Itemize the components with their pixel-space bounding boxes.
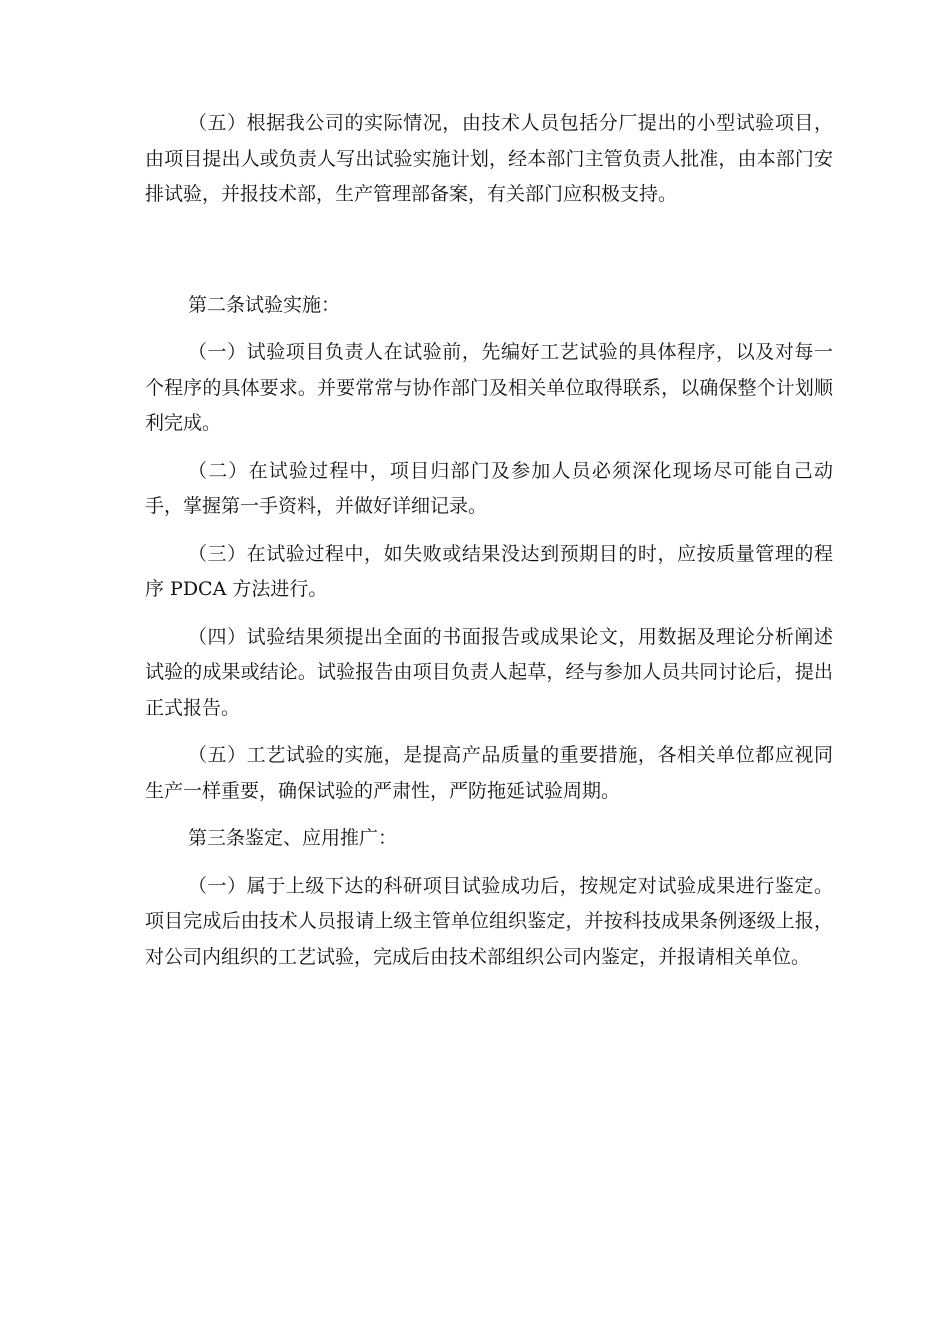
- article-2-heading: 第二条试验实施：: [188, 293, 341, 316]
- paragraph-appraisal: （一）属于上级下达的科研项目试验成功后，按规定对试验成果进行鉴定。项目完成后由技术人员报请上级主管单位组织鉴定，并按科技成果条例逐级上报，对公司内组织的工艺试验，完成后由技术部组织公司内鉴定，并报请相关单位。: [145, 874, 833, 968]
- paragraph-small-trial-projects: （五）根据我公司的实际情况，由技术人员包括分厂提出的小型试验项目，由项目提出人或负责人写出试验实施计划，经本部门主管负责人批准，由本部门安排试验，并报技术部，生产管理部备案，有关部门应积极支持。: [145, 112, 833, 205]
- paragraph-trial-procedure: （一）试验项目负责人在试验前，先编好工艺试验的具体程序，以及对每一个程序的具体要求。并要常常与协作部门及相关单位取得联系，以确保整个计划顺利完成。: [145, 341, 833, 434]
- paragraph-pdca-method: （三）在试验过程中，如失败或结果没达到预期目的时，应按质量管理的程序 PDCA 方法进行。: [145, 542, 833, 600]
- paragraph-onsite-records: （二）在试验过程中，项目归部门及参加人员必须深化现场尽可能自己动手，掌握第一手资料，并做好详细记录。: [145, 459, 833, 517]
- document-body: [145, 106, 833, 987]
- paragraph-trial-importance: （五）工艺试验的实施，是提高产品质量的重要措施，各相关单位都应视同生产一样重要，确保试验的严肃性，严防拖延试验周期。: [145, 744, 833, 802]
- paragraph-spacer: [145, 225, 833, 288]
- paragraph-trial-report: （四）试验结果须提出全面的书面报告或成果论文，用数据及理论分析阐述试验的成果或结论。试验报告由项目负责人起草，经与参加人员共同讨论后，提出正式报告。: [145, 625, 833, 719]
- article-3-heading: 第三条鉴定、应用推广：: [188, 827, 398, 849]
